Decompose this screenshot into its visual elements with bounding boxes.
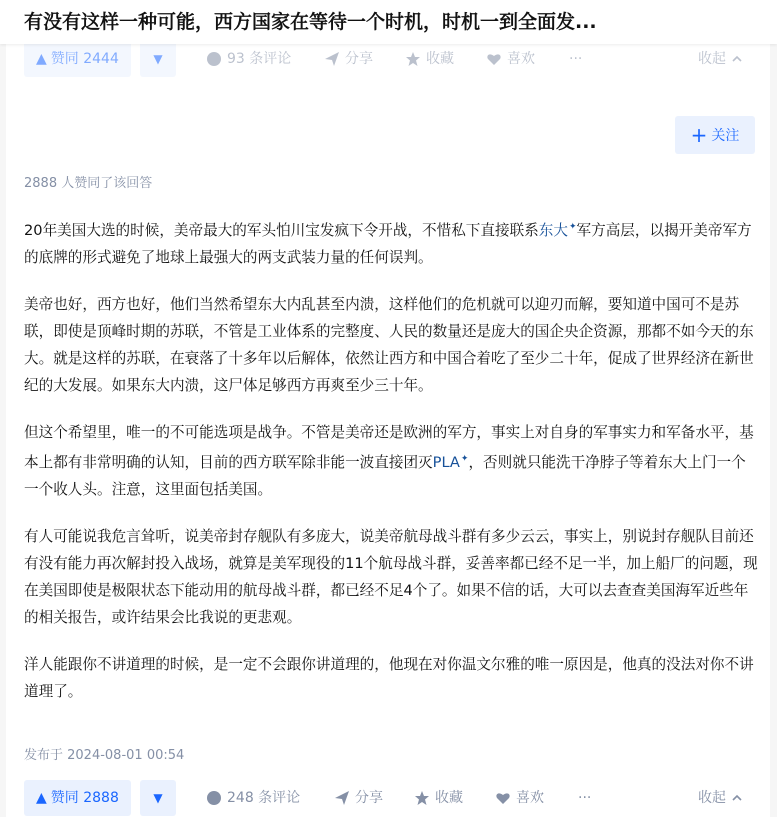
upvote-label: 赞同 2888 <box>50 790 119 806</box>
search-star-icon: ✦ <box>568 222 577 232</box>
collapse-label: 收起 <box>698 790 726 806</box>
top-action-bar <box>24 41 756 77</box>
publish-time[interactable]: 发布于 2024-08-01 00:54 <box>24 748 185 763</box>
more-button[interactable] <box>578 780 591 816</box>
favorite-label: 收藏 <box>426 51 454 67</box>
chevron-up-icon <box>731 792 743 804</box>
comment-bubble-icon <box>206 790 222 806</box>
favorite-button[interactable] <box>405 41 454 77</box>
collapse-label: 收起 <box>698 51 726 67</box>
triangle-down-icon: ▼ <box>153 52 163 66</box>
chevron-up-icon <box>731 53 743 65</box>
answer-content <box>24 214 758 725</box>
collapse-button[interactable] <box>698 41 743 77</box>
more-label: ··· <box>578 790 592 806</box>
bottom-action-bar <box>24 780 756 816</box>
answer-paragraph: 洋人能跟你不讲道理的时候，是一定不会跟你讲道理的，他现在对你温文尔雅的唯一原因是，他真的没法对你不讲道理了。 <box>24 655 754 700</box>
answer-paragraph: 有人可能说我危言耸听，说美帝封存舰队有多庞大，说美帝航母战斗群有多少云云，事实上，别说封存舰队目前还有没有能力再次解封投入战场，就算是美军现役的11个航母战斗群，妥善率都已经不足一半，加上船厂的问题，现在美国即使是极限状态下能动用的航母战斗群，都已经不足4个了。如果不信的话，大可以去查查美国海军近些年的相关报告，或许结果会比我说的更悲观。 <box>24 527 758 626</box>
search-star-icon: ✦ <box>460 453 469 464</box>
share-button[interactable] <box>334 780 383 816</box>
like-label: 喜欢 <box>507 51 535 67</box>
triangle-up-icon: ▲ <box>36 790 47 806</box>
voters-count: 2888 人赞同了该回答 <box>24 176 153 191</box>
follow-button[interactable] <box>675 116 755 154</box>
follow-label: 关注 <box>711 128 740 144</box>
upvote-button[interactable] <box>24 780 131 816</box>
plus-icon: + <box>690 123 708 147</box>
favorite-button[interactable] <box>414 780 463 816</box>
upvote-label: 赞同 2444 <box>50 51 119 67</box>
share-label: 分享 <box>345 51 373 67</box>
paper-plane-icon <box>334 790 350 806</box>
more-label: ··· <box>569 51 583 67</box>
share-button[interactable] <box>324 41 373 77</box>
downvote-button[interactable] <box>140 780 176 816</box>
share-label: 分享 <box>355 790 383 806</box>
star-icon <box>414 790 430 806</box>
answer-paragraph: 20年美国大选的时候，美帝最大的军头怕川宝发疯下令开战，不惜私下直接联系东大✦军方高层，以揭开美帝军方的底牌的形式避免了地球上最强大的两支武装力量的任何误判。 <box>24 221 752 266</box>
like-label: 喜欢 <box>516 790 544 806</box>
collapse-button[interactable] <box>698 780 743 816</box>
question-title[interactable]: 有没有这样一种可能，西方国家在等待一个时机，时机一到全面发... <box>24 11 597 33</box>
triangle-up-icon: ▲ <box>36 51 47 67</box>
keyword-link-dongda[interactable]: 东大✦ <box>538 221 577 239</box>
paper-plane-icon <box>324 51 340 67</box>
downvote-button[interactable] <box>140 41 176 77</box>
comment-button[interactable] <box>206 41 291 77</box>
star-icon <box>405 51 421 67</box>
favorite-label: 收藏 <box>435 790 463 806</box>
answer-paragraph: 美帝也好，西方也好，他们当然希望东大内乱甚至内溃，这样他们的危机就可以迎刃而解，要知道中国可不是苏联，即使是顶峰时期的苏联，不管是工业体系的完整度、人民的数量还是庞大的国企央企资源，那都不如今天的东大。就是这样的苏联，在衰落了十多年以后解体，依然让西方和中国合着吃了至少二十年，促成了世界经济在新世纪的大发展。如果东大内溃，这尸体足够西方再爽至少三十年。 <box>24 295 754 394</box>
triangle-down-icon: ▼ <box>153 791 163 805</box>
more-button[interactable] <box>569 41 582 77</box>
keyword-link-pla[interactable]: PLA✦ <box>432 453 469 471</box>
heart-icon <box>495 790 511 806</box>
comment-label: 93 条评论 <box>227 51 292 67</box>
answer-paragraph: 但这个希望里，唯一的不可能选项是战争。不管是美帝还是欧洲的军方，事实上对自身的军事实力和军备水平，基本上都有非常明确的认知，目前的西方联军除非能一波直接团灭PLA✦，否则就只能洗干净脖子等着东大上门一个一个收人头。注意，这里面包括美国。 <box>24 423 754 498</box>
comment-button[interactable] <box>206 780 300 816</box>
like-button[interactable] <box>486 41 535 77</box>
comment-bubble-icon <box>206 51 222 67</box>
heart-icon <box>486 51 502 67</box>
like-button[interactable] <box>495 780 544 816</box>
question-header <box>0 0 777 44</box>
comment-label: 248 条评论 <box>227 790 301 806</box>
upvote-button[interactable] <box>24 41 131 77</box>
